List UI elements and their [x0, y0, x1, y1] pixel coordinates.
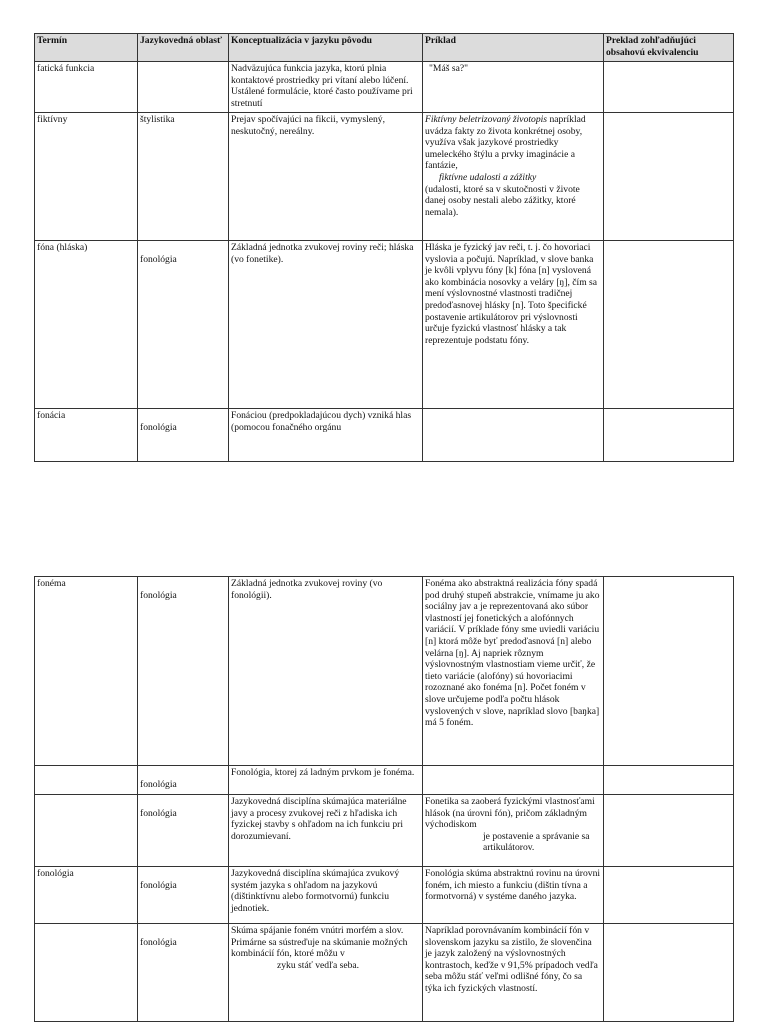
preklad-cell [604, 867, 734, 924]
oblast-cell: fonológia [138, 867, 229, 924]
header-term: Termín [35, 34, 138, 62]
header-oblast: Jazykovedná oblasť [138, 34, 229, 62]
term-cell [35, 766, 138, 795]
preklad-cell [604, 62, 734, 113]
koncept-cell: Fonáciou (predpokladajúcou dych) vzniká hlas (pomocou fonačného orgánu [229, 409, 423, 462]
table-row [35, 409, 734, 462]
priklad-cell [423, 113, 604, 241]
priklad-cell: Napríklad porovnávaním kombinácií fón v slovenskom jazyku sa zistilo, že slovenčina je jazyk založený na výslovnostných kontrastoch, keďže v 91,5% prípadoch vedľa seba môžu stáť veľmi odlišné fóny, čo sa týka ich fyzických vlastností. [423, 924, 604, 1022]
table-row [35, 795, 734, 867]
glossary-table-2 [34, 576, 734, 1022]
priklad-cell: Fonológia skúma abstraktnú rovinu na úrovni foném, ich miesto a funkciu (dištin tívna a formotvorná) v systéme daného jazyka. [423, 867, 604, 924]
header-priklad: Príklad [423, 34, 604, 62]
koncept-cell: Fonológia, ktorej zá ladným prvkom je fonéma. [229, 766, 423, 795]
oblast-cell: fonológia [138, 409, 229, 462]
preklad-cell [604, 766, 734, 795]
preklad-cell [604, 113, 734, 241]
koncept-cell: Základná jednotka zvukovej roviny (vo fonológii). [229, 577, 423, 766]
table-row [35, 766, 734, 795]
priklad-text: je postavenie a správanie sa artikulátorov. [483, 830, 590, 854]
table-row [35, 62, 734, 113]
koncept-cell: Jazykovedná disciplína skúmajúca zvukový systém jazyka s ohľadom na jazykovú (dištinktívnu alebo formotvornú) funkciu jednotiek. [229, 867, 423, 924]
term-cell: fonológia [35, 867, 138, 924]
preklad-cell [604, 409, 734, 462]
header-preklad: Preklad zohľadňujúci obsahovú ekvivalenciu [604, 34, 734, 62]
koncept-cell: Základná jednotka zvukovej roviny reči; hláska (vo fonetike). [229, 241, 423, 409]
glossary-table-1 [34, 33, 734, 462]
table-row [35, 924, 734, 1022]
oblast-cell: fonológia [138, 924, 229, 1022]
term-cell: fatická funkcia [35, 62, 138, 113]
priklad-cell [423, 766, 604, 795]
priklad-cell: Hláska je fyzický jav reči, t. j. čo hovoriaci vyslovia a počujú. Napríklad, v slove banka je kvôli vplyvu fóny [k] fóna [n] vyslovená ako kombinácia nosovky a veláry [ŋ], čím sa mení výslovnostné vlastnosti tradičnej predoďasnovej hlásky [n]. Toto špecifické postavenie artikulátorov pri výslovnosti určuje fyzickú vlastnosť hlásky a tak reprezentuje podstatu fóny. [423, 241, 604, 409]
oblast-cell: fonológia [138, 577, 229, 766]
preklad-cell [604, 577, 734, 766]
table-header-row [35, 34, 734, 62]
koncept-cell: Jazykovedná disciplína skúmajúca materiálne javy a procesy zvukovej reči z hľadiska ich fyzickej stavby s ohľadom na ich funkciu pri dorozumievaní. [229, 795, 423, 867]
priklad-cell: Fonéma ako abstraktná realizácia fóny spadá pod druhý stupeň abstrakcie, vnímame ju ako sociálny jav a je reprezentovaná ako súbor vlastností jej fonetických a alofónnych variácií. V príklade fóny sme uviedli variáciu [n] ktorá môže byť predoďasnová [n] alebo velárna [ŋ]. Aj napriek rôznym výslovnostným vlastnostiam vieme určiť, že tieto variácie (alofóny) sú hovoriacimi rozoznané ako fonéma [n]. Počet foném v slove určujeme podľa počtu hlások vyslovených v slove, napríklad slovo [baŋka] má 5 foném. [423, 577, 604, 766]
term-cell: fóna (hláska) [35, 241, 138, 409]
koncept-cell: Prejav spočívajúci na fikcii, vymyslený, neskutočný, nereálny. [229, 113, 423, 241]
priklad-text: (udalosti, ktoré sa v skutočnosti v živote danej osoby nestali alebo zážitky, ktoré nemala). [425, 183, 580, 218]
koncept-cell: Nadväzujúca funkcia jazyka, ktorú plnia kontaktové prostriedky pri vítaní alebo lúčení. Ustálené formulácie, ktoré často používame pri stretnutí [229, 62, 423, 113]
preklad-cell [604, 241, 734, 409]
term-cell [35, 924, 138, 1022]
preklad-cell [604, 795, 734, 867]
oblast-cell [138, 62, 229, 113]
table-row [35, 241, 734, 409]
header-koncept: Konceptualizácia v jazyku pôvodu [229, 34, 423, 62]
priklad-text: napríklad uvádza fakty zo života konkrétnej osoby, využíva však jazykové prostriedky umeleckého štýlu a prvky imaginácie a fantázie, [425, 114, 586, 172]
preklad-cell [604, 924, 734, 1022]
oblast-cell: fonológia [138, 795, 229, 867]
priklad-italic-phrase: Fiktívny beletrizovaný životopis [425, 114, 548, 125]
oblast-cell: fonológia [138, 766, 229, 795]
oblast-cell: fonológia [138, 241, 229, 409]
priklad-text: Fonetika sa zaoberá fyzickými vlastnosťami hlások (na úrovni fón), pričom základným východiskom [425, 796, 595, 831]
priklad-italic-phrase: fiktívne udalosti a zážitky [439, 171, 537, 183]
table-row [35, 113, 734, 241]
oblast-cell: štylistika [138, 113, 229, 241]
koncept-cell [229, 924, 423, 1022]
term-cell: fonácia [35, 409, 138, 462]
priklad-cell [423, 409, 604, 462]
table-row [35, 867, 734, 924]
koncept-text: zyku stáť vedľa seba. [277, 959, 360, 971]
priklad-cell: "Máš sa?" [423, 62, 604, 113]
term-cell: fiktívny [35, 113, 138, 241]
term-cell: fonéma [35, 577, 138, 766]
priklad-cell [423, 795, 604, 867]
term-cell [35, 795, 138, 867]
koncept-text: Skúma spájanie foném vnútri morfém a slov. Primárne sa sústreďuje na skúmanie možných kombinácií fón, ktoré môžu v [231, 925, 408, 960]
table-row [35, 577, 734, 766]
